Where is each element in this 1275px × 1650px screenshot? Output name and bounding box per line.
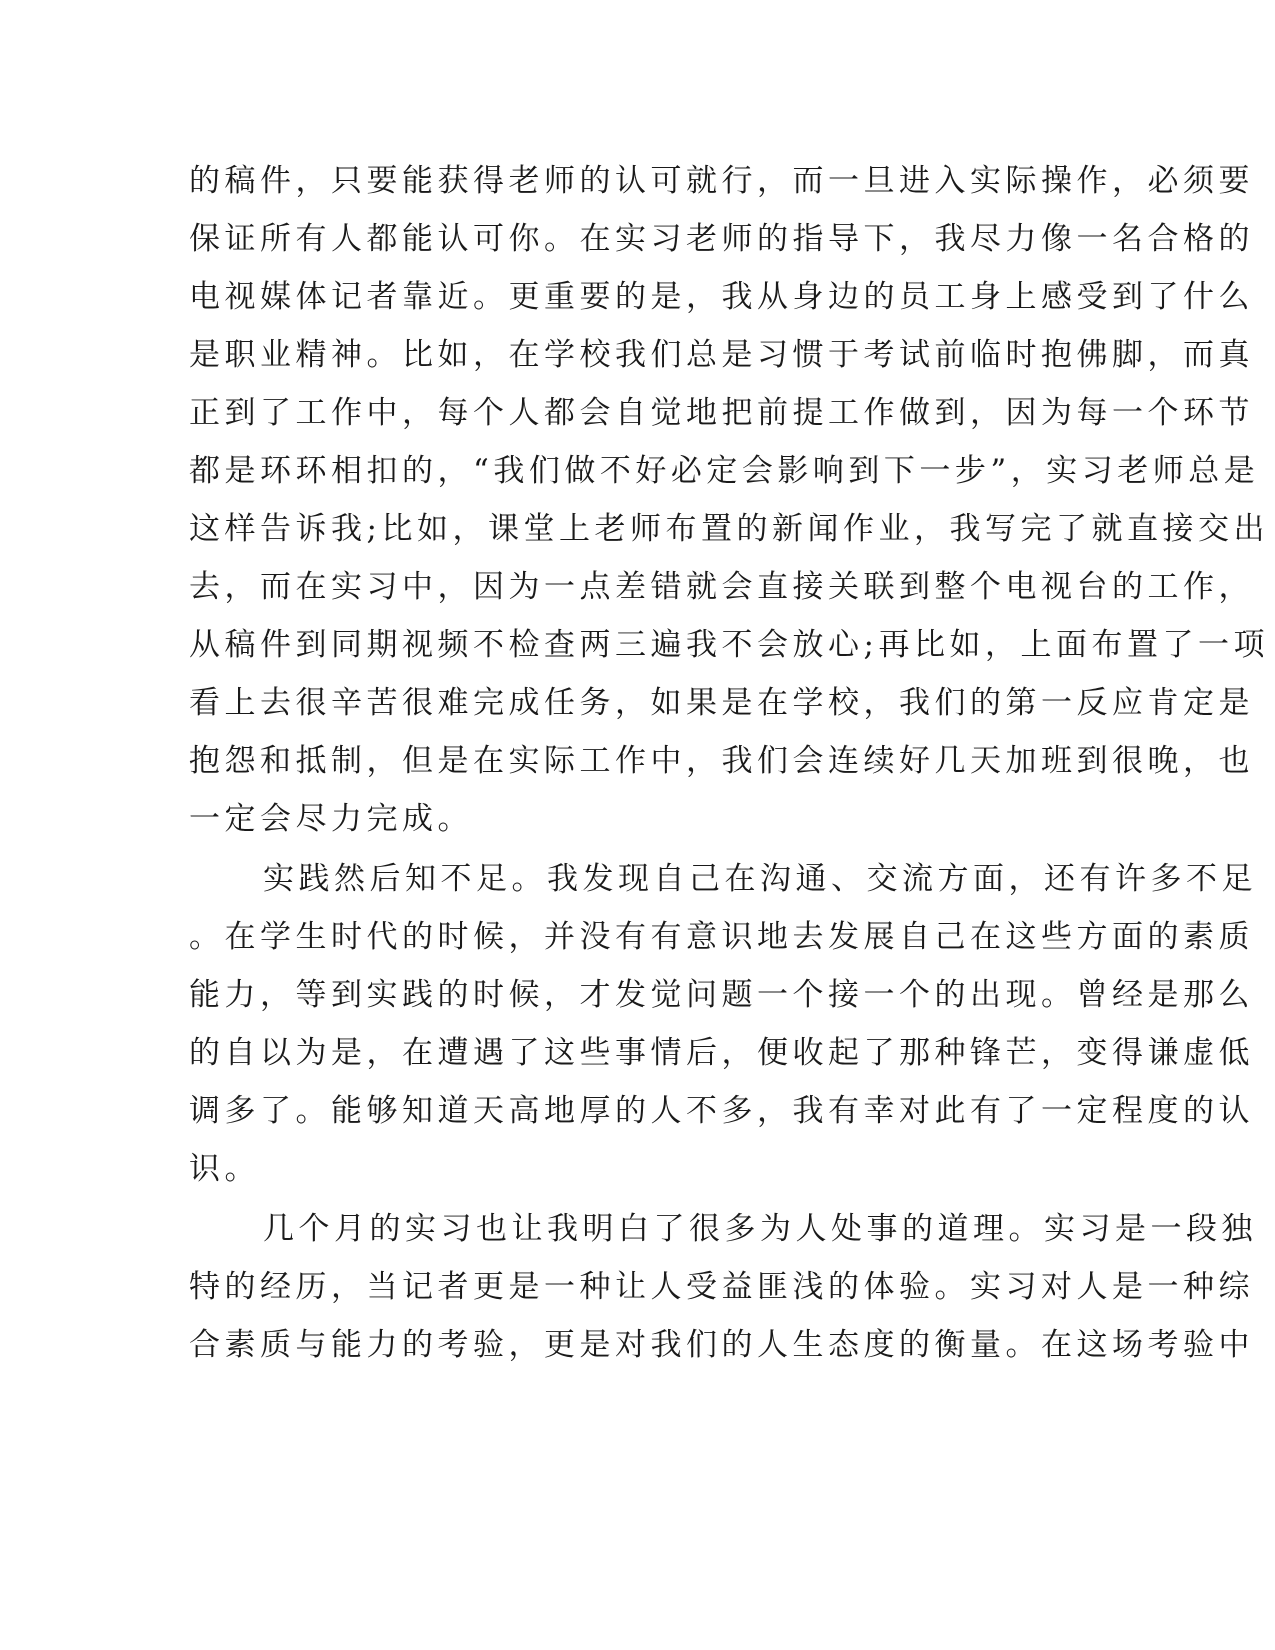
text-line: 一定会尽力完成。 [189,801,473,837]
text-line: 电视媒体记者靠近。更重要的是，我从身边的员工身上感受到了什么 [189,279,1254,315]
text-line: 从稿件到同期视频不检查两三遍我不会放心;再比如，上面布置了一项 [189,627,1269,663]
text-line: 去，而在实习中，因为一点差错就会直接关联到整个电视台的工作， [189,569,1254,605]
text-line: 能力，等到实践的时候，才发觉问题一个接一个的出现。曾经是那么 [189,977,1254,1013]
text-line: 调多了。能够知道天高地厚的人不多，我有幸对此有了一定程度的认 [189,1093,1254,1129]
text-line: 识。 [189,1151,260,1187]
text-line: 的自以为是，在遭遇了这些事情后，便收起了那种锋芒，变得谦虚低 [189,1035,1254,1071]
text-line: 保证所有人都能认可你。在实习老师的指导下，我尽力像一名合格的 [189,221,1254,257]
text-line: 看上去很辛苦很难完成任务，如果是在学校，我们的第一反应肯定是 [189,685,1254,721]
text-line: 这样告诉我;比如，课堂上老师布置的新闻作业，我写完了就直接交出 [189,511,1269,547]
paragraph-first-line: 几个月的实习也让我明白了很多为人处事的道理。实习是一段独 [263,1211,1257,1247]
text-line: 的稿件，只要能获得老师的认可就行，而一旦进入实际操作，必须要 [189,163,1254,199]
text-line: 正到了工作中，每个人都会自觉地把前提工作做到，因为每一个环节 [189,395,1254,431]
text-line: 合素质与能力的考验，更是对我们的人生态度的衡量。在这场考验中 [189,1327,1254,1363]
text-line: 抱怨和抵制，但是在实际工作中，我们会连续好几天加班到很晚，也 [189,743,1254,779]
text-line: 。在学生时代的时候，并没有有意识地去发展自己在这些方面的素质 [189,919,1254,955]
text-line: 特的经历，当记者更是一种让人受益匪浅的体验。实习对人是一种综 [189,1269,1254,1305]
text-line: 都是环环相扣的，“我们做不好必定会影响到下一步”，实习老师总是 [189,453,1260,489]
text-line: 是职业精神。比如，在学校我们总是习惯于考试前临时抱佛脚，而真 [189,337,1254,373]
paragraph-first-line: 实践然后知不足。我发现自己在沟通、交流方面，还有许多不足 [263,861,1257,897]
